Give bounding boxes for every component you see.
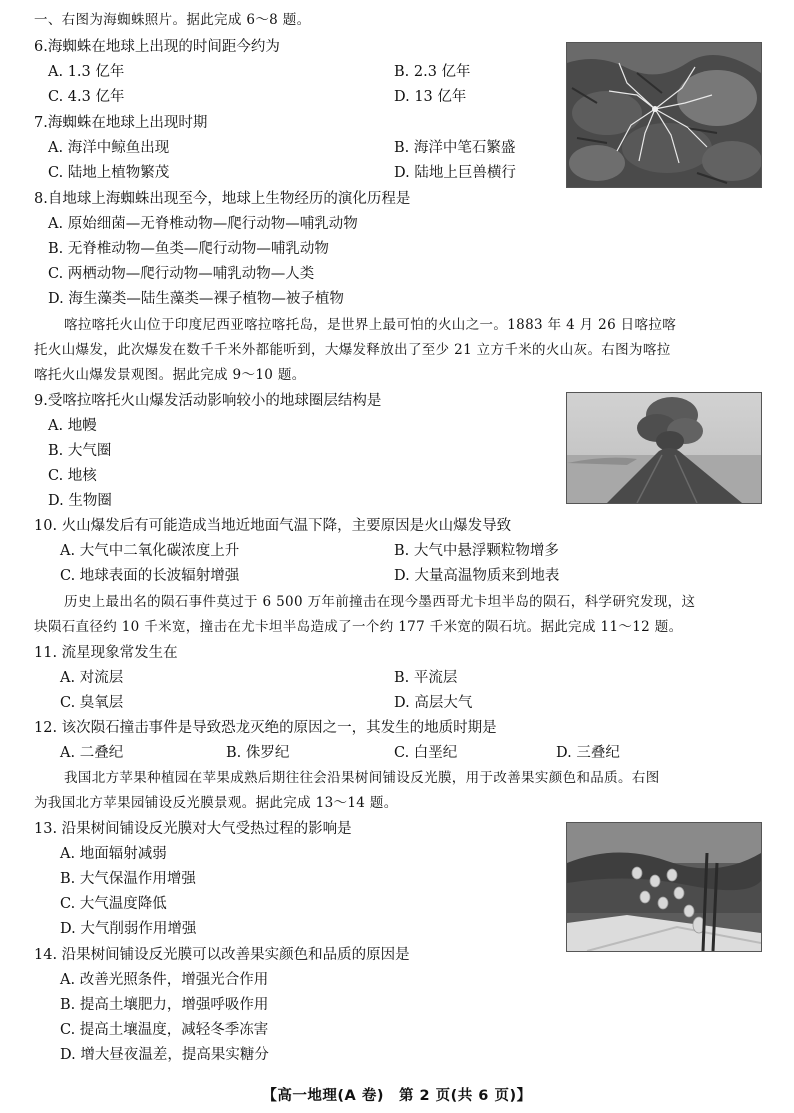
q13-option-b: B. 大气保温作用增强: [60, 871, 196, 887]
q8-option-b: B. 无脊椎动物—鱼类—爬行动物—哺乳动物: [48, 241, 329, 257]
q13-option-a: A. 地面辐射减弱: [60, 846, 167, 862]
q13-option-c: C. 大气温度降低: [60, 896, 167, 912]
q9-stem: 9.受喀拉喀托火山爆发活动影响较小的地球圈层结构是: [34, 393, 382, 409]
q13-stem: 13. 沿果树间铺设反光膜对大气受热过程的影响是: [34, 821, 352, 837]
page-footer: 【高一地理(A 卷) 第 2 页(共 6 页)】: [262, 1088, 532, 1104]
q9-option-b: B. 大气圈: [48, 443, 112, 459]
q14-option-b: B. 提高土壤肥力，增强呼吸作用: [60, 997, 269, 1013]
q9-option-a: A. 地幔: [48, 418, 97, 434]
q11-option-c: C. 臭氧层: [60, 695, 124, 711]
q10-stem: 10. 火山爆发后有可能造成当地近地面气温下降，主要原因是火山爆发导致: [34, 518, 512, 534]
q10-option-a: A. 大气中二氧化碳浓度上升: [60, 543, 240, 559]
q6-option-b: B. 2.3 亿年: [394, 64, 471, 80]
q6-option-a: A. 1.3 亿年: [48, 64, 125, 80]
section-intro: 一、右图为海蜘蛛照片。据此完成 6～8 题。: [34, 12, 311, 28]
volcano-intro-line-1: 喀拉喀托火山位于印度尼西亚喀拉喀托岛，是世界上最可怕的火山之一。1883 年 4 月 26 日喀拉喀: [64, 317, 677, 333]
volcano-intro-line-3: 喀托火山爆发景观图。据此完成 9～10 题。: [34, 367, 306, 383]
q9-option-d: D. 生物圈: [48, 493, 112, 509]
q14-option-a: A. 改善光照条件，增强光合作用: [60, 972, 269, 988]
q8-option-a: A. 原始细菌—无脊椎动物—爬行动物—哺乳动物: [48, 216, 358, 232]
q6-stem: 6.海蜘蛛在地球上出现的时间距今约为: [34, 39, 280, 55]
q10-option-b: B. 大气中悬浮颗粒物增多: [394, 543, 559, 559]
q11-option-a: A. 对流层: [60, 670, 124, 686]
q12-stem: 12. 该次陨石撞击事件是导致恐龙灭绝的原因之一，其发生的地质时期是: [34, 720, 497, 736]
q11-option-b: B. 平流层: [394, 670, 458, 686]
q7-option-b: B. 海洋中笔石繁盛: [394, 140, 516, 156]
q11-stem: 11. 流星现象常发生在: [34, 645, 178, 661]
meteor-intro-line-1: 历史上最出名的陨石事件莫过于 6 500 万年前撞击在现今墨西哥尤卡坦半岛的陨石，科学研究发现，这: [64, 594, 696, 610]
volcano-intro-line-2: 托火山爆发，此次爆发在数千千米外都能听到，大爆发释放出了至少 21 立方千米的火山灰。右图为喀拉: [34, 342, 671, 358]
apple-orchard-photo: [566, 822, 762, 952]
q8-option-c: C. 两栖动物—爬行动物—哺乳动物—人类: [48, 266, 315, 282]
q10-option-c: C. 地球表面的长波辐射增强: [60, 568, 240, 584]
q12-option-a: A. 二叠纪: [60, 745, 124, 761]
q8-option-d: D. 海生藻类—陆生藻类—裸子植物—被子植物: [48, 291, 344, 307]
q6-option-c: C. 4.3 亿年: [48, 89, 125, 105]
apple-intro-line-1: 我国北方苹果种植园在苹果成熟后期往往会沿果树间铺设反光膜，用于改善果实颜色和品质。右图: [64, 770, 660, 786]
q9-option-c: C. 地核: [48, 468, 97, 484]
q7-option-a: A. 海洋中鲸鱼出现: [48, 140, 170, 156]
volcano-photo: [566, 392, 762, 504]
sea-spider-photo: [566, 42, 762, 188]
q12-option-b: B. 侏罗纪: [226, 745, 290, 761]
q14-option-c: C. 提高土壤温度，减轻冬季冻害: [60, 1022, 269, 1038]
apple-intro-line-2: 为我国北方苹果园铺设反光膜景观。据此完成 13～14 题。: [34, 795, 398, 811]
q7-option-c: C. 陆地上植物繁茂: [48, 165, 170, 181]
q11-option-d: D. 高层大气: [394, 695, 473, 711]
q7-stem: 7.海蜘蛛在地球上出现时期: [34, 115, 208, 131]
q7-option-d: D. 陆地上巨兽横行: [394, 165, 516, 181]
q12-option-d: D. 三叠纪: [556, 745, 620, 761]
q14-stem: 14. 沿果树间铺设反光膜可以改善果实颜色和品质的原因是: [34, 947, 410, 963]
q8-stem: 8.自地球上海蜘蛛出现至今，地球上生物经历的演化历程是: [34, 191, 411, 207]
q14-option-d: D. 增大昼夜温差，提高果实糖分: [60, 1047, 269, 1063]
q13-option-d: D. 大气削弱作用增强: [60, 921, 197, 937]
q6-option-d: D. 13 亿年: [394, 89, 467, 105]
q10-option-d: D. 大量高温物质来到地表: [394, 568, 560, 584]
q12-option-c: C. 白垩纪: [394, 745, 458, 761]
meteor-intro-line-2: 块陨石直径约 10 千米宽，撞击在尤卡坦半岛造成了一个约 177 千米宽的陨石坑。据此完成 11～12 题。: [34, 619, 683, 635]
